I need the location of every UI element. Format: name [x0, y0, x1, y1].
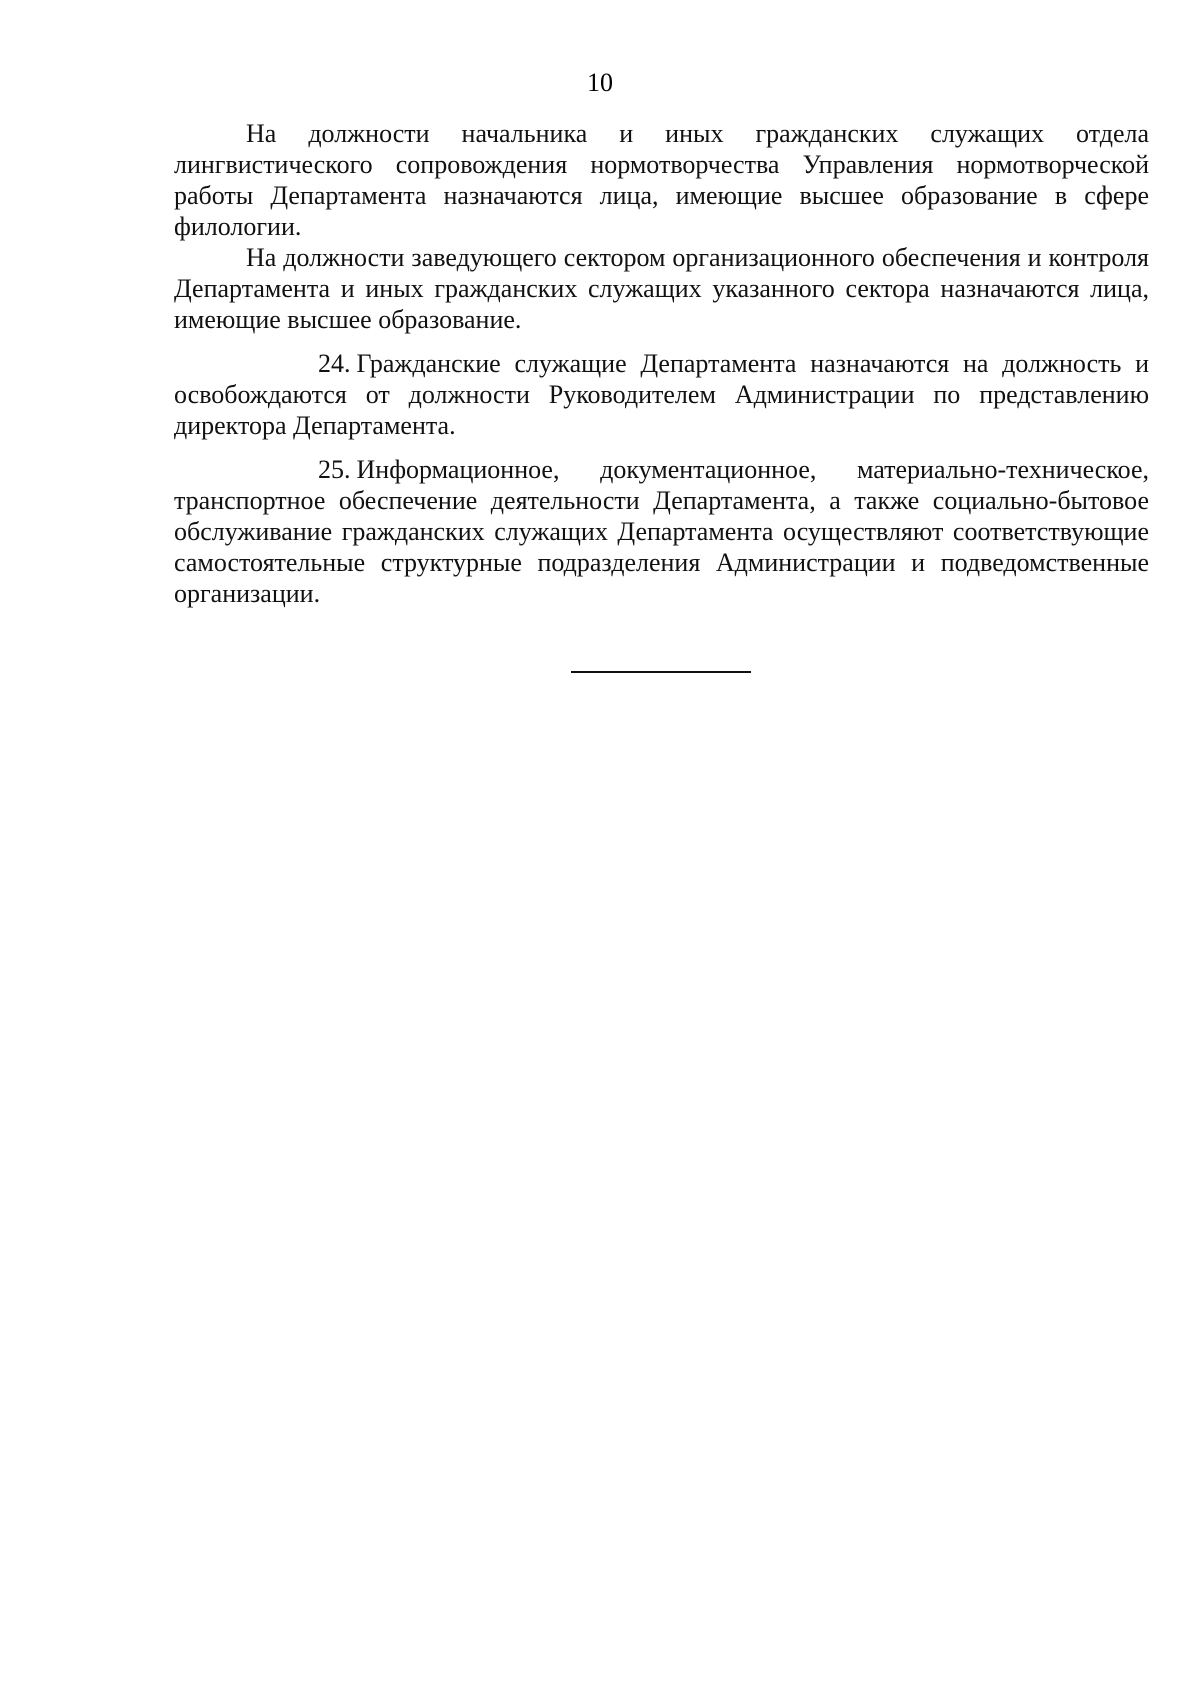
paragraph-25 — [174, 454, 1149, 609]
paragraph-philology-requirement — [174, 118, 1149, 242]
paragraph-text: Гражданские служащие Департамента назначаются на должность и освобождаются от должности Руководителем Администрации по представлению директора Департамента. — [174, 349, 1149, 440]
paragraph-text: На должности заведующего сектором организационного обеспечения и контроля Департамента и иных гражданских служащих указанного сектора назначаются лица, имеющие высшее образование. — [174, 243, 1149, 334]
page-number: 10 — [587, 68, 613, 97]
paragraph-number: 24. — [318, 349, 351, 378]
document-body — [174, 118, 1149, 609]
end-of-document-rule — [571, 671, 751, 673]
paragraph-number: 25. — [318, 455, 351, 484]
paragraph-sector-requirement — [174, 242, 1149, 335]
paragraph-text: Информационное, документационное, материально-техническое, транспортное обеспечение деятельности Департамента, а также социально-бытовое обслуживание гражданских служащих Департамента осуществляют соответствующие самостоятельные структурные подразделения Администрации и подведомственные организации. — [174, 455, 1149, 608]
paragraph-24 — [174, 348, 1149, 441]
paragraph-text: На должности начальника и иных гражданских служащих отдела лингвистического сопровождения нормотворчества Управления нормотворческой работы Департамента назначаются лица, имеющие высшее образование в сфере филологии. — [174, 119, 1149, 241]
